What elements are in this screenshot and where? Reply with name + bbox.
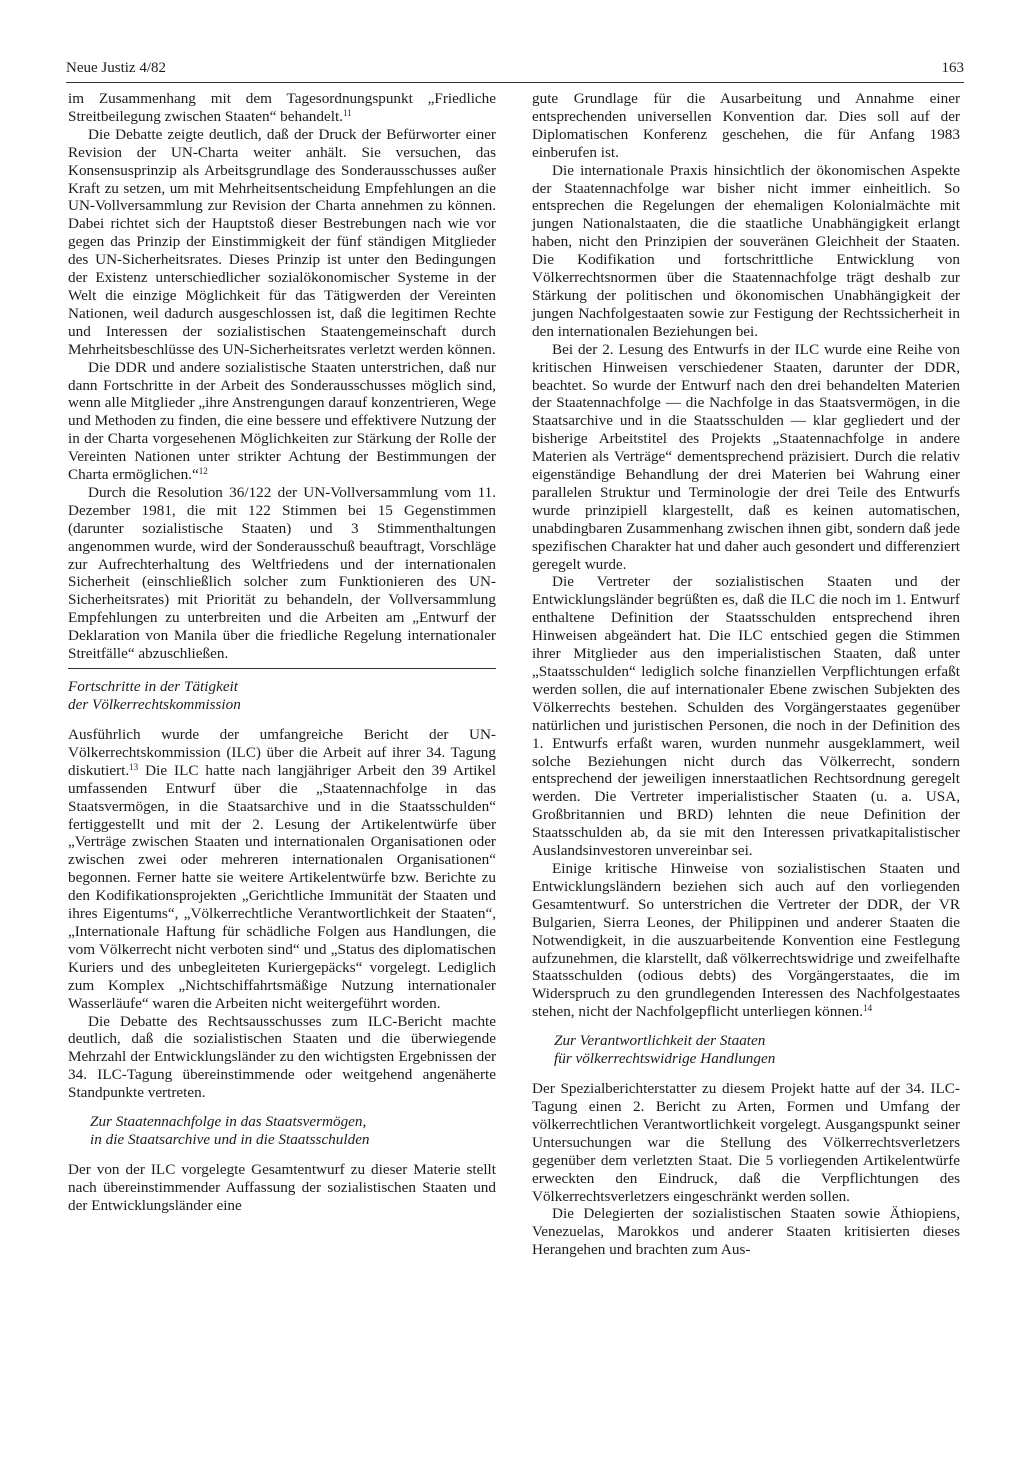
paragraph: Die Debatte des Rechtsausschusses zum ILC-Bericht machte deutlich, daß die sozialistischen Staaten und die überwiegende Mehrzahl der Entwicklungsländer zu den wichtigsten Ergebnissen der 34. ILC-Tagung übereinstimmende oder weitgehend angenäherte Standpunkte vertreten. bbox=[68, 1012, 496, 1102]
section-heading: Fortschritte in der Tätigkeit der Völkerrechtskommission bbox=[68, 678, 241, 713]
paragraph: Die DDR und andere sozialistische Staaten unterstrichen, daß nur dann Fortschritte in der Arbeit des Sonderausschusses möglich sind, wenn alle Mitglieder „ihre Anstrengungen darauf konzentrieren, Wege und Methoden zu finden, die eine bessere und effektivere Nutzung der in der Charta vorgesehenen Möglichkeiten zur Stärkung der Rolle der Vereinten Nationen unter strikter Achtung der Bestimmungen der Charta ermöglichen.“$^{12}$ bbox=[68, 358, 496, 484]
paragraph: im Zusammenhang mit dem Tagesordnungspunkt „Friedliche Streitbeilegung zwischen Staaten“ behandelt.$^{11}$ bbox=[68, 90, 496, 125]
paragraph: Bei der 2. Lesung des Entwurfs in der ILC wurde eine Reihe von kritischen Hinweisen verschiedener Staaten, darunter der DDR, beachtet. So wurde der Entwurf nach den drei behandelten Materien der Staatennachfolge — die Nachfolge in das Staatsvermögen, in die Staatsarchive und in die Staatsschulden — klar gegliedert und der bisherige Arbeitstitel des Projekts „Staatennachfolge in andere Materien als Verträge“ dementsprechend präzisiert. Durch die relativ eigenständige Behandlung der drei Materien bei Wahrung einer parallelen Struktur und Terminologie der drei Teile des Entwurfs wurde prinzipiell klargestellt, daß es keinen automatischen, unabdingbaren Zusammenhang zwischen ihnen gibt, sondern daß jede spezifischen Charakter hat und daher auch gesondert und differenziert geregelt wurde. bbox=[532, 340, 960, 573]
paragraph: Die Debatte zeigte deutlich, daß der Druck der Befürworter einer Revision der UN-Charta weiter anhält. Sie versuchen, das Konsensusprinzip als Arbeitsgrundlage des Sonderausschusses außer Kraft zu setzen, um mit Mehrheitsentscheidung Empfehlungen an die UN-Vollversammlung zur Revision der Charta annehmen zu können. Dabei richtet sich der Hauptstoß dieser Bestrebungen nach wie vor gegen das Prinzip der Einstimmigkeit der fünf ständigen Mitglieder des UN-Sicherheitsrates. Dieses Prinzip ist unter den Bedingungen der Existenz unterschiedlicher sozialökonomischer Systeme in der Welt die einzige Möglichkeit für das Tätigwerden der Vereinten Nationen, weil dadurch ausgeschlossen ist, daß die legitimen Rechte und Interessen der sozialistischen Staatengemeinschaft durch Mehrheitsbeschlüsse des UN-Sicherheitsrates verletzt werden können. bbox=[68, 125, 496, 358]
footnote-ref: 12 bbox=[198, 466, 208, 477]
paragraph: Einige kritische Hinweise von sozialistischen Staaten und Entwicklungsländern beziehen sich auch auf den vorliegenden Gesamtentwurf. So unterstrichen die Vertreter der DDR, der VR Bulgarien, Sierra Leones, der Philippinen und anderer Staaten die Notwendigkeit, in die auszuarbeitende Konvention eine Festlegung aufzunehmen, die klarstellt, daß völkerrechtswidrige und zweifelhafte Staatsschulden (odious debts) des Vorgängerstaates, die im Widerspruch zu den grundlegenden Interessen des Nachfolgestaates stehen, nicht der Nachfolgepflicht unterliegen können.$^{14}$ bbox=[532, 859, 960, 1021]
paragraph: Die Vertreter der sozialistischen Staaten und der Entwicklungsländer begrüßten es, daß die ILC die noch im 1. Entwurf enthaltene Definition der Staatsschulden entsprechend ihren Hinweisen abgeändert hat. Die ILC entschied gegen die Stimmen ihrer Mitglieder aus den imperialistischen Staaten, daß unter „Staatsschulden“ lediglich solche finanziellen Verpflichtungen erfaßt werden sollen, die auf internationaler Ebene zwischen Subjekten des Völkerrechts bestehen. Schulden des Vorgängerstaates gegenüber natürlichen und juristischen Personen, die noch in der Definition des 1. Entwurfs erfaßt waren, wurden nunmehr ausgeklammert, weil solche Beziehungen nicht durch das Völkerrecht, sondern entsprechend der jeweiligen innerstaatlichen Rechtsordnung geregelt werden. Die Vertreter imperialistischer Staaten (u. a. USA, Großbritannien und BRD) lehnten die neue Definition der Staatsschulden ab, da sie mit den Interessen privatkapitalistischer Auslandsinvestoren unvereinbar sei. bbox=[532, 573, 960, 860]
paragraph: gute Grundlage für die Ausarbeitung und Annahme einer entsprechenden universellen Konvention dar. Dies soll auf der Diplomatischen Konferenz geschehen, die für Anfang 1983 einberufen ist. bbox=[532, 90, 960, 161]
document-page bbox=[66, 60, 964, 1430]
journal-issue: Neue Justiz 4/82 bbox=[66, 60, 166, 76]
subsection-heading: Zur Verantwortlichkeit der Staaten für völkerrechtswidrige Handlungen bbox=[554, 1032, 776, 1068]
paragraph: Der Spezialberichterstatter zu diesem Projekt hatte auf der 34. ILC-Tagung einen 2. Bericht zu Arten, Formen und Umfang der völkerrechtlichen Verantwortlichkeit vorgelegt. Ausgangspunkt seiner Untersuchungen war die Stellung des Völkerrechtsverletzers gegenüber dem verletzten Staat. Die 5 vorliegenden Artikelentwürfe erweckten den Eindruck, daß die Verpflichtungen des Völkerrechtsverletzers eingeschränkt werden sollen. bbox=[532, 1080, 960, 1205]
footnote-ref: 11 bbox=[342, 107, 352, 118]
subsection-heading: Zur Staatennachfolge in das Staatsvermögen, in die Staatsarchive und in die Staatsschulden bbox=[90, 1113, 370, 1149]
paragraph: Die internationale Praxis hinsichtlich der ökonomischen Aspekte der Staatennachfolge war bisher nicht immer einheitlich. So entsprechen die Regelungen der ehemaligen Kolonialmächte mit jungen Nationalstaaten, die die staatliche Unabhängigkeit erlangt haben, nicht den Prinzipien der souveränen Gleichheit der Staaten. Die Kodifikation und fortschrittliche Entwicklung von Völkerrechtsnormen über die Staatennachfolge trägt deshalb zur Stärkung der politischen und ökonomischen Unabhängigkeit der jungen Nachfolgestaaten sowie zur Festigung der Rechtssicherheit in den internationalen Beziehungen bei. bbox=[532, 161, 960, 340]
footnote-ref: 13 bbox=[129, 761, 139, 772]
right-column bbox=[532, 90, 960, 1259]
paragraph: Durch die Resolution 36/122 der UN-Vollversammlung vom 11. Dezember 1981, die mit 122 Stimmen bei 15 Gegenstimmen (darunter sozialistische Staaten) und 3 Stimmenthaltungen angenommen wurde, wird der Sonderausschuß beauftragt, Vorschläge zur Aufrechterhaltung des Weltfriedens und der internationalen Sicherheit (einschließlich solcher zum Funktionieren des UN-Sicherheitsrates) mit Priorität zu behandeln, der Vollversammlung Empfehlungen zu unterbreiten und die Arbeiten am „Entwurf der Deklaration von Manila über die friedliche Regelung internationaler Streitfälle“ abzuschließen. bbox=[68, 483, 496, 663]
paragraph: Die Delegierten der sozialistischen Staaten sowie Äthiopiens, Venezuelas, Marokkos und anderer Staaten kritisierten dieses Herangehen und brachten zum Aus- bbox=[532, 1205, 960, 1259]
page-header bbox=[66, 60, 964, 83]
paragraph: Der von der ILC vorgelegte Gesamtentwurf zu dieser Materie stellt nach übereinstimmender Auffassung der sozialistischen Staaten und der Entwicklungsländer eine bbox=[68, 1161, 496, 1214]
paragraph: Ausführlich wurde der umfangreiche Bericht der UN-Völkerrechtskommission (ILC) über die Arbeit auf ihrer 34. Tagung diskutiert.$^{13}$ Die ILC hatte nach langjähriger Arbeit den 39 Artikel umfassenden Entwurf über die „Staatennachfolge in das Staatsvermögen, in die Staatsarchive und in die Staatsschulden“ fertiggestellt und mit der 2. Lesung der Artikelentwürfe über „Verträge zwischen Staaten und internationalen Organisationen oder zwischen zwei oder mehreren internationalen Organisationen“ begonnen. Ferner hatte sie weitere Artikelentwürfe bzw. Berichte zu den Kodifikationsprojekten „Gerichtliche Immunität der Staaten und ihres Eigentums“, „Völkerrechtliche Verantwortlichkeit der Staaten“, „Internationale Haftung für schädliche Folgen aus Handlungen, die vom Völkerrecht nicht verboten sind“ und „Status des diplomatischen Kuriers und des unbegleiteten Kuriergepäcks“ vorgelegt. Lediglich zum Komplex „Nichtschiffahrtsmäßige Nutzung internationaler Wasserläufe“ waren die Arbeiten nicht weitergeführt worden. bbox=[68, 726, 496, 1012]
page-number: 163 bbox=[941, 60, 964, 76]
footnote-ref: 14 bbox=[863, 1003, 873, 1014]
section-divider bbox=[68, 668, 496, 669]
left-column bbox=[68, 90, 496, 1215]
